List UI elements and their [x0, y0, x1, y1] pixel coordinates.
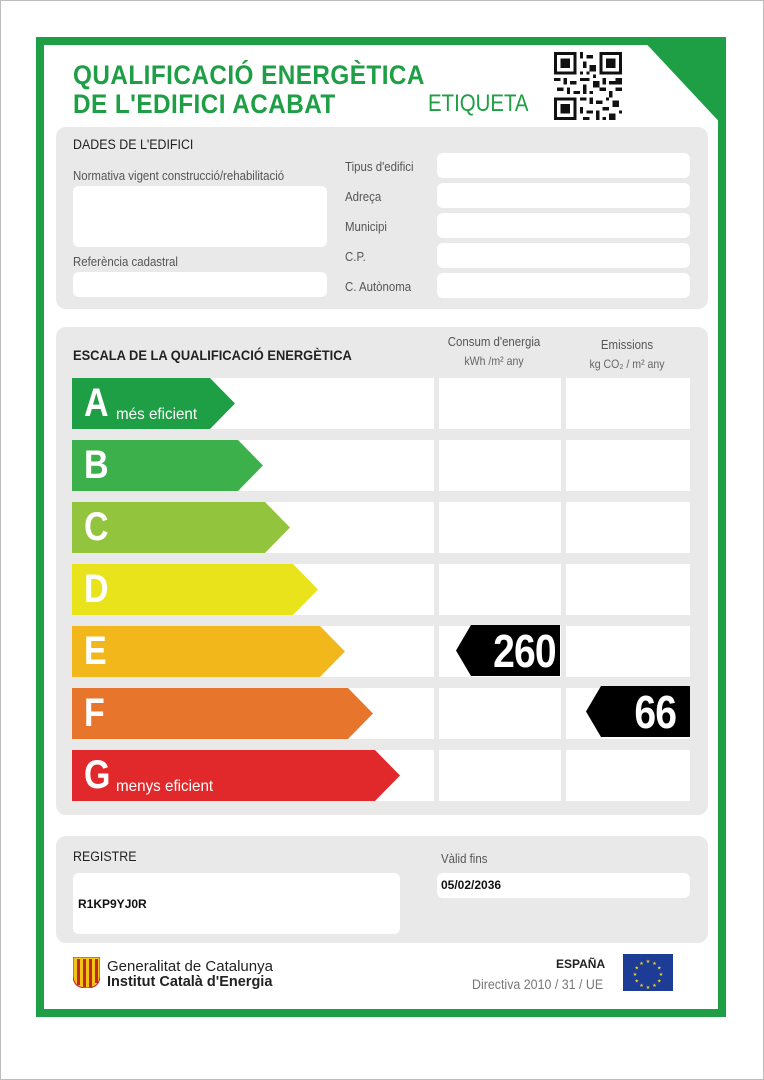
- emissions-header: Emissions: [600, 337, 654, 352]
- class-arrow-F: [72, 688, 377, 739]
- svg-text:★: ★: [656, 978, 662, 985]
- country-label: ESPAÑA: [556, 957, 606, 971]
- class-arrow-D: [72, 564, 322, 615]
- postcode-field: [437, 243, 690, 268]
- cadastral-label: Referència cadastral: [73, 254, 178, 269]
- postcode-label: C.P.: [345, 249, 366, 264]
- building-section-title: DADES DE L'EDIFICI: [73, 137, 194, 152]
- svg-text:★: ★: [634, 965, 640, 972]
- municipality-field: [437, 213, 690, 238]
- consumption-cell-D: [439, 564, 561, 615]
- class-letter-F: F: [84, 691, 105, 735]
- consumption-cell-A: [439, 378, 561, 429]
- consumption-indicator: [456, 625, 560, 676]
- address-field: [437, 183, 690, 208]
- valid-until-label: Vàlid fins: [441, 851, 488, 866]
- svg-text:★: ★: [639, 960, 644, 967]
- directive-label: Directiva 2010 / 31 / UE: [472, 977, 604, 992]
- region-label: C. Autònoma: [345, 279, 412, 294]
- consumption-cell-B: [439, 440, 561, 491]
- building-type-label: Tipus d'edifici: [345, 159, 414, 174]
- consumption-header: Consum d'energia: [447, 334, 541, 349]
- emissions-value: 66: [634, 686, 676, 738]
- regulation-field: [73, 186, 327, 247]
- address-label: Adreça: [345, 189, 382, 204]
- org-name-line1: Generalitat de Catalunya: [107, 958, 273, 975]
- svg-text:★: ★: [658, 972, 664, 978]
- valid-until-value: 05/02/2036: [441, 878, 502, 892]
- consumption-unit: kWh /m² any: [464, 354, 524, 368]
- svg-text:★: ★: [645, 985, 651, 991]
- class-letter-C: C: [84, 505, 109, 549]
- emissions-cell-A: [566, 378, 690, 429]
- consumption-value: 260: [493, 625, 556, 677]
- svg-text:★: ★: [639, 983, 644, 990]
- title-line-1: QUALIFICACIÓ ENERGÈTICA: [73, 60, 425, 90]
- generalitat-shield-icon: [73, 957, 100, 988]
- municipality-label: Municipi: [345, 219, 387, 234]
- class-letter-G: G: [84, 753, 111, 797]
- svg-text:★: ★: [656, 965, 662, 972]
- title-line-2: DE L'EDIFICI ACABAT: [73, 89, 336, 119]
- class-note-G: menys eficient: [116, 778, 214, 795]
- svg-text:★: ★: [634, 978, 640, 985]
- svg-text:★: ★: [632, 972, 638, 978]
- class-letter-A: A: [84, 381, 109, 425]
- org-name-line2: Institut Català d'Energia: [107, 974, 273, 990]
- emissions-cell-B: [566, 440, 690, 491]
- emissions-indicator: [586, 686, 690, 737]
- class-letter-B: B: [84, 443, 109, 487]
- emissions-cell-E: [566, 626, 690, 677]
- registry-value: R1KP9YJ0R: [78, 897, 147, 911]
- svg-text:★: ★: [645, 959, 651, 965]
- eu-flag-icon: [623, 954, 673, 991]
- class-note-A: més eficient: [116, 406, 198, 423]
- consumption-cell-F: [439, 688, 561, 739]
- corner-triangle: [640, 37, 726, 129]
- svg-text:★: ★: [652, 960, 657, 967]
- svg-text:★: ★: [652, 983, 657, 990]
- scale-section-title: ESCALA DE LA QUALIFICACIÓ ENERGÈTICA: [73, 347, 352, 363]
- building-type-field: [437, 153, 690, 178]
- class-arrow-E: [72, 626, 350, 677]
- class-letter-D: D: [84, 567, 109, 611]
- region-field: [437, 273, 690, 298]
- emissions-cell-C: [566, 502, 690, 553]
- class-letter-E: E: [84, 629, 107, 673]
- consumption-cell-C: [439, 502, 561, 553]
- emissions-cell-G: [566, 750, 690, 801]
- emissions-cell-D: [566, 564, 690, 615]
- cadastral-field: [73, 272, 327, 297]
- consumption-cell-G: [439, 750, 561, 801]
- qr-code-icon: [554, 52, 622, 120]
- registry-label: REGISTRE: [73, 849, 137, 864]
- label-type: ETIQUETA: [428, 90, 529, 117]
- regulation-label: Normativa vigent construcció/rehabilitació: [73, 168, 285, 183]
- emissions-unit: kg CO₂ / m² any: [589, 357, 665, 371]
